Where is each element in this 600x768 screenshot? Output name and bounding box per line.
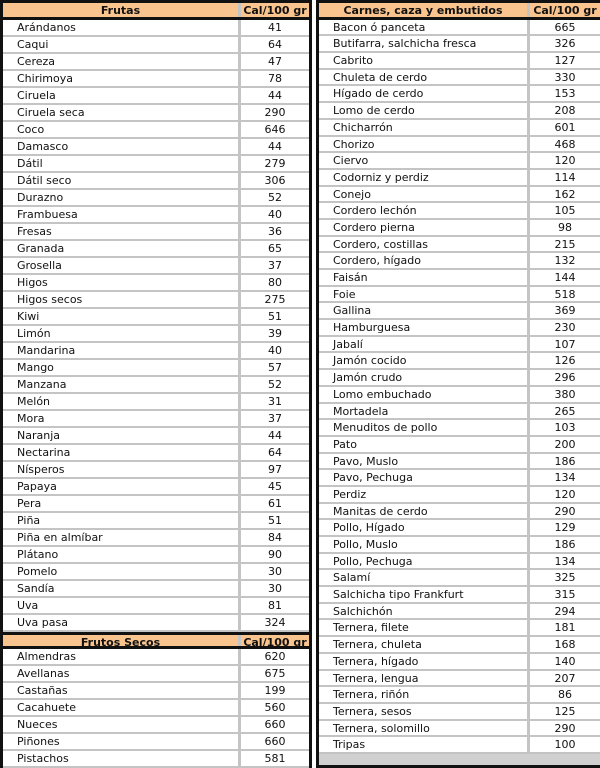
table-row [319, 237, 600, 254]
table-row [3, 496, 309, 513]
calorie-value: 306 [238, 173, 309, 188]
calorie-value: 44 [238, 428, 309, 443]
calorie-value: 601 [527, 120, 600, 135]
table-row [3, 428, 309, 445]
column-header-calories: Cal/100 gr [238, 3, 309, 17]
table-row [3, 241, 309, 258]
table-row [319, 137, 600, 154]
food-name: Avellanas [17, 667, 70, 680]
calorie-value: 153 [527, 86, 600, 101]
food-name: Lomo de cerdo [333, 104, 415, 118]
table-row [3, 530, 309, 547]
calorie-value: 97 [238, 462, 309, 477]
food-name: Ciruela seca [17, 106, 85, 119]
food-name: Ternera, solomillo [333, 721, 430, 735]
table-row [3, 581, 309, 598]
table-row [3, 547, 309, 564]
calorie-value: 294 [527, 604, 600, 619]
food-name: Nísperos [17, 463, 65, 476]
food-name: Perdiz [333, 487, 367, 501]
table-row [3, 139, 309, 156]
food-name: Chirimoya [17, 72, 73, 85]
food-name: Dátil [17, 157, 43, 170]
table-row [3, 360, 309, 377]
calorie-value: 518 [527, 287, 600, 302]
calorie-value: 380 [527, 387, 600, 402]
food-name: Mora [17, 412, 45, 425]
table-row [3, 71, 309, 88]
food-name: Limón [17, 327, 51, 340]
food-name: Grosella [17, 259, 62, 272]
table-row [319, 587, 600, 604]
food-name: Pavo, Pechuga [333, 471, 413, 485]
table-row [3, 207, 309, 224]
food-name: Ternera, filete [333, 621, 409, 635]
table-row [3, 615, 309, 632]
table-row [319, 320, 600, 337]
food-name: Arándanos [17, 21, 76, 34]
table-row [3, 258, 309, 275]
food-name: Uva [17, 599, 39, 612]
table-row [3, 156, 309, 173]
table-row [319, 654, 600, 671]
food-name: Pollo, Pechuga [333, 554, 413, 568]
calorie-value: 114 [527, 170, 600, 185]
calorie-value: 162 [527, 187, 600, 202]
calorie-value: 125 [527, 704, 600, 719]
column-header-calories: Cal/100 gr [527, 3, 600, 17]
table-row [319, 187, 600, 204]
table-row [3, 88, 309, 105]
table-row [3, 122, 309, 139]
table-row [319, 53, 600, 70]
calorie-value: 296 [527, 370, 600, 385]
food-name: Jamón cocido [333, 354, 407, 368]
calorie-value: 98 [527, 220, 600, 235]
calorie-value: 181 [527, 620, 600, 635]
calorie-value: 51 [238, 513, 309, 528]
calorie-value: 57 [238, 360, 309, 375]
food-name: Cordero, hígado [333, 254, 421, 268]
table-row [319, 353, 600, 370]
calorie-value: 265 [527, 404, 600, 419]
food-name: Durazno [17, 191, 64, 204]
food-name: Ternera, chuleta [333, 638, 422, 652]
food-name: Kiwi [17, 310, 40, 323]
table-row [319, 454, 600, 471]
table-row [319, 103, 600, 120]
calorie-value: 103 [527, 420, 600, 435]
table-row [319, 620, 600, 637]
calorie-value: 330 [527, 70, 600, 85]
table-row [3, 734, 309, 751]
food-name: Piña [17, 514, 41, 527]
table-row [3, 343, 309, 360]
calorie-value: 126 [527, 353, 600, 368]
table-row [3, 564, 309, 581]
table-row [3, 37, 309, 54]
food-name: Uva pasa [17, 616, 68, 629]
table-row [319, 253, 600, 270]
calorie-value: 134 [527, 554, 600, 569]
calorie-value: 230 [527, 320, 600, 335]
table-row [319, 337, 600, 354]
calorie-value: 127 [527, 53, 600, 68]
food-name: Cereza [17, 55, 56, 68]
table-row [319, 604, 600, 621]
table-row [319, 737, 600, 754]
table-row [319, 86, 600, 103]
food-name: Ternera, lengua [333, 671, 419, 685]
calorie-value: 120 [527, 487, 600, 502]
table-row [3, 666, 309, 683]
table-row [3, 513, 309, 530]
table-row [3, 649, 309, 666]
food-name: Fresas [17, 225, 52, 238]
table-row [3, 20, 309, 37]
table-row [319, 170, 600, 187]
table-row [3, 275, 309, 292]
food-name: Mango [17, 361, 54, 374]
calorie-value: 129 [527, 520, 600, 535]
calorie-value: 37 [238, 258, 309, 273]
food-name: Mortadela [333, 404, 389, 418]
food-name: Cordero pierna [333, 220, 415, 234]
table-row [3, 309, 309, 326]
table-row [319, 70, 600, 87]
table-row [319, 520, 600, 537]
calorie-value: 84 [238, 530, 309, 545]
food-name: Piña en almíbar [17, 531, 103, 544]
food-name: Coco [17, 123, 45, 136]
food-name: Papaya [17, 480, 57, 493]
table-row [319, 404, 600, 421]
calorie-value: 646 [238, 122, 309, 137]
food-name: Pollo, Muslo [333, 538, 398, 551]
food-name: Ternera, hígado [333, 654, 419, 668]
food-name: Faisán [333, 271, 368, 284]
table-row [319, 387, 600, 404]
food-name: Mandarina [17, 344, 76, 357]
calorie-value: 51 [238, 309, 309, 324]
column-header-food: Carnes, caza y embutidos [343, 4, 503, 17]
table-row [319, 637, 600, 654]
food-name: Hígado de cerdo [333, 87, 424, 101]
food-name: Lomo embuchado [333, 387, 432, 401]
food-name: Higos secos [17, 293, 83, 306]
food-name: Codorniz y perdiz [333, 170, 429, 184]
food-name: Salamí [333, 571, 371, 585]
calorie-value: 52 [238, 377, 309, 392]
calorie-value: 107 [527, 337, 600, 352]
calorie-value: 134 [527, 470, 600, 485]
table-row [319, 504, 600, 521]
calorie-value: 326 [527, 36, 600, 51]
food-name: Caqui [17, 38, 49, 51]
table-row [3, 462, 309, 479]
table-row [3, 598, 309, 615]
food-name: Dátil seco [17, 174, 72, 187]
table-header-frutos-secos [3, 632, 309, 649]
food-name: Naranja [17, 429, 61, 442]
calorie-value: 30 [238, 564, 309, 579]
table-row [319, 120, 600, 137]
table-row [319, 270, 600, 287]
calorie-value: 186 [527, 537, 600, 552]
food-name: Manitas de cerdo [333, 504, 428, 518]
table-row [319, 554, 600, 571]
table-row [319, 470, 600, 487]
calorie-value: 132 [527, 253, 600, 268]
calorie-value: 105 [527, 203, 600, 218]
table-row [3, 479, 309, 496]
calorie-value: 44 [238, 88, 309, 103]
table-row [319, 287, 600, 304]
calorie-value: 660 [238, 717, 309, 732]
calorie-value: 61 [238, 496, 309, 511]
table-row [319, 203, 600, 220]
calorie-value: 660 [238, 734, 309, 749]
calorie-value: 315 [527, 587, 600, 602]
table-row [3, 751, 309, 768]
table-row [319, 220, 600, 237]
calorie-value: 36 [238, 224, 309, 239]
food-name: Menuditos de pollo [333, 421, 438, 435]
calorie-value: 45 [238, 479, 309, 494]
food-name: Almendras [17, 650, 77, 663]
calorie-value: 200 [527, 437, 600, 452]
calorie-value: 144 [527, 270, 600, 285]
table-row [319, 153, 600, 170]
food-name: Jabalí [333, 337, 363, 351]
calorie-value: 560 [238, 700, 309, 715]
table-row [3, 700, 309, 717]
food-name: Bacon ó panceta [333, 20, 426, 34]
calorie-value: 207 [527, 671, 600, 686]
column-header-calories: Cal/100 gr [238, 635, 309, 646]
calorie-value: 90 [238, 547, 309, 562]
food-name: Nectarina [17, 446, 71, 459]
food-name: Pollo, Hígado [333, 521, 405, 535]
food-name: Cabrito [333, 54, 374, 68]
food-name: Hamburguesa [333, 321, 411, 335]
calorie-value: 37 [238, 411, 309, 426]
food-name: Pera [17, 497, 42, 510]
food-name: Ternera, sesos [333, 704, 412, 718]
calorie-value: 52 [238, 190, 309, 205]
food-name: Tripas [333, 738, 366, 752]
calorie-value: 40 [238, 343, 309, 358]
table-row [3, 394, 309, 411]
table-row [3, 717, 309, 734]
table-row [3, 190, 309, 207]
table-row [319, 704, 600, 721]
table-row [3, 377, 309, 394]
food-name: Plátano [17, 548, 59, 561]
meats-table [316, 0, 600, 768]
table-row [319, 36, 600, 53]
food-name: Pomelo [17, 565, 58, 578]
calorie-value: 47 [238, 54, 309, 69]
calorie-value: 64 [238, 445, 309, 460]
food-name: Frambuesa [17, 208, 78, 221]
food-name: Chuleta de cerdo [333, 70, 428, 84]
table-row [319, 370, 600, 387]
table-row [319, 721, 600, 738]
calorie-value: 665 [527, 20, 600, 35]
calorie-value: 80 [238, 275, 309, 290]
calorie-value: 64 [238, 37, 309, 52]
calorie-value: 30 [238, 581, 309, 596]
calorie-value: 199 [238, 683, 309, 698]
table-row [3, 411, 309, 428]
table-row [3, 173, 309, 190]
table-row [319, 570, 600, 587]
food-name: Pato [333, 437, 357, 451]
calorie-value: 290 [527, 721, 600, 736]
calorie-value: 39 [238, 326, 309, 341]
table-row [319, 303, 600, 320]
table-row [3, 445, 309, 462]
calorie-value: 675 [238, 666, 309, 681]
calorie-value: 215 [527, 237, 600, 252]
calorie-value: 100 [527, 737, 600, 752]
food-name: Nueces [17, 718, 58, 731]
calorie-value: 369 [527, 303, 600, 318]
food-name: Salchichón [333, 604, 393, 618]
food-name: Butifarra, salchicha fresca [333, 37, 477, 51]
table-header-frutas [3, 3, 309, 20]
calorie-value: 324 [238, 615, 309, 630]
table-row [319, 420, 600, 437]
calorie-value: 40 [238, 207, 309, 222]
food-name: Pistachos [17, 752, 69, 765]
calorie-value: 86 [527, 687, 600, 702]
calorie-value: 44 [238, 139, 309, 154]
food-name: Sandía [17, 582, 55, 595]
food-name: Cacahuete [17, 701, 77, 714]
food-name: Chicharrón [333, 120, 393, 134]
table-row [319, 537, 600, 554]
food-name: Pavo, Muslo [333, 454, 399, 468]
calorie-value: 275 [238, 292, 309, 307]
food-name: Ciervo [333, 154, 369, 168]
table-row [3, 292, 309, 309]
table-row [319, 437, 600, 454]
calorie-value: 581 [238, 751, 309, 766]
food-name: Higos [17, 276, 48, 289]
food-name: Granada [17, 242, 65, 255]
food-name: Damasco [17, 140, 69, 153]
calorie-value: 140 [527, 654, 600, 669]
calorie-value: 41 [238, 20, 309, 35]
food-name: Gallina [333, 304, 372, 318]
column-header-food: Frutos Secos [80, 636, 161, 646]
table-row [319, 687, 600, 704]
food-name: Conejo [333, 187, 371, 201]
calorie-value: 31 [238, 394, 309, 409]
calorie-value: 325 [527, 570, 600, 585]
table-header-carnes [319, 3, 600, 20]
table-row [3, 105, 309, 122]
food-name: Piñones [17, 735, 60, 748]
calorie-value: 208 [527, 103, 600, 118]
food-name: Salchicha tipo Frankfurt [333, 588, 464, 602]
calorie-value: 290 [238, 105, 309, 120]
table-row [3, 54, 309, 71]
calorie-value: 120 [527, 153, 600, 168]
food-name: Cordero lechón [333, 204, 417, 218]
calorie-value: 279 [238, 156, 309, 171]
food-name: Foie [333, 287, 356, 301]
table-row [3, 224, 309, 241]
calorie-value: 290 [527, 504, 600, 519]
calorie-value: 78 [238, 71, 309, 86]
column-header-food: Frutas [100, 4, 141, 17]
table-row [319, 20, 600, 37]
calorie-value: 186 [527, 454, 600, 469]
calorie-value: 620 [238, 649, 309, 664]
table-row [319, 487, 600, 504]
table-row [3, 326, 309, 343]
food-name: Ternera, riñón [333, 688, 410, 702]
food-name: Jamón crudo [333, 371, 403, 385]
calorie-value: 81 [238, 598, 309, 613]
food-name: Manzana [17, 378, 67, 391]
food-name: Ciruela [17, 89, 56, 102]
food-name: Cordero, costillas [333, 237, 428, 251]
calorie-value: 168 [527, 637, 600, 652]
food-name: Castañas [17, 684, 68, 697]
food-name: Melón [17, 395, 51, 408]
food-name: Chorizo [333, 137, 375, 151]
calorie-value: 65 [238, 241, 309, 256]
calorie-value: 468 [527, 137, 600, 152]
table-row [319, 671, 600, 688]
table-row [3, 683, 309, 700]
